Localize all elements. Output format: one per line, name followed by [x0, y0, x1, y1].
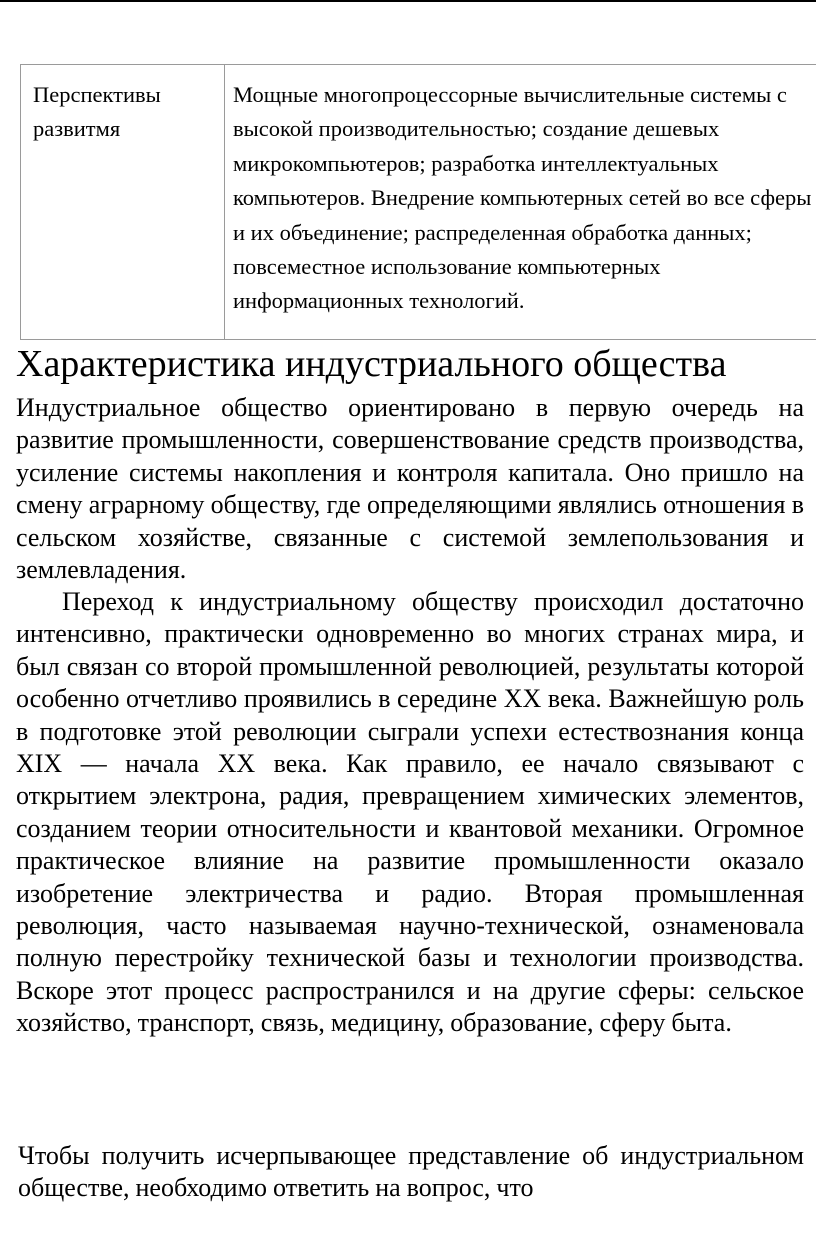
table-row [21, 65, 816, 340]
table-term-cell: Перспективы развитмя [21, 65, 225, 340]
paragraph-conclusion-question: Чтобы получить исчерпывающее представление об индустриальном обществе, необходимо ответить на вопрос, что [18, 1141, 804, 1203]
section-heading: Характеристика индустриального общества [16, 343, 727, 385]
paragraph-industrial-revolution: Переход к индустриальному обществу происходил достаточно интенсивно, практически одновременно во многих странах мира, и был связан со второй промышленной революцией, результаты которой особенно отчетливо проявились в середине XX века. Важнейшую роль в подготовке этой революции сыграли успехи естествознания конца XIX — начала XX века. Как правило, ее начало связывают с открытием электрона, радия, превращением химических элементов, созданием теории относительности и квантовой механики. Огромное практическое влияние на развитие промышленности оказало изобретение электричества и радио. Вторая промышленная революция, часто называемая научно-технической, ознаменовала полную перестройку технической базы и технологии производства. Вскоре этот процесс распространился и на другие сферы: сельское хозяйство, транспорт, связь, медицину, образование, сферу быта. [16, 587, 804, 1038]
top-border-line [0, 0, 816, 2]
paragraph-industrial-society-definition: Индустриальное общество ориентировано в первую очередь на развитие промышленности, совершенствование средств производства, усиление системы накопления и контроля капитала. Оно пришло на смену аграрному обществу, где определяющими являлись отношения в сельском хозяйстве, связанные с системой землепользования и землевладения. [16, 393, 804, 585]
table-description-cell: Мощные многопроцессорные вычислительные системы с высокой производительностью; создание дешевых микрокомпьютеров; разработка интеллектуальных компьютеров. Внедрение компьютерных сетей во все сферы и их объединение; распределенная обработка данных; повсеместное использование компьютерных информационных технологий. [225, 65, 816, 340]
development-prospects-table [20, 64, 816, 340]
